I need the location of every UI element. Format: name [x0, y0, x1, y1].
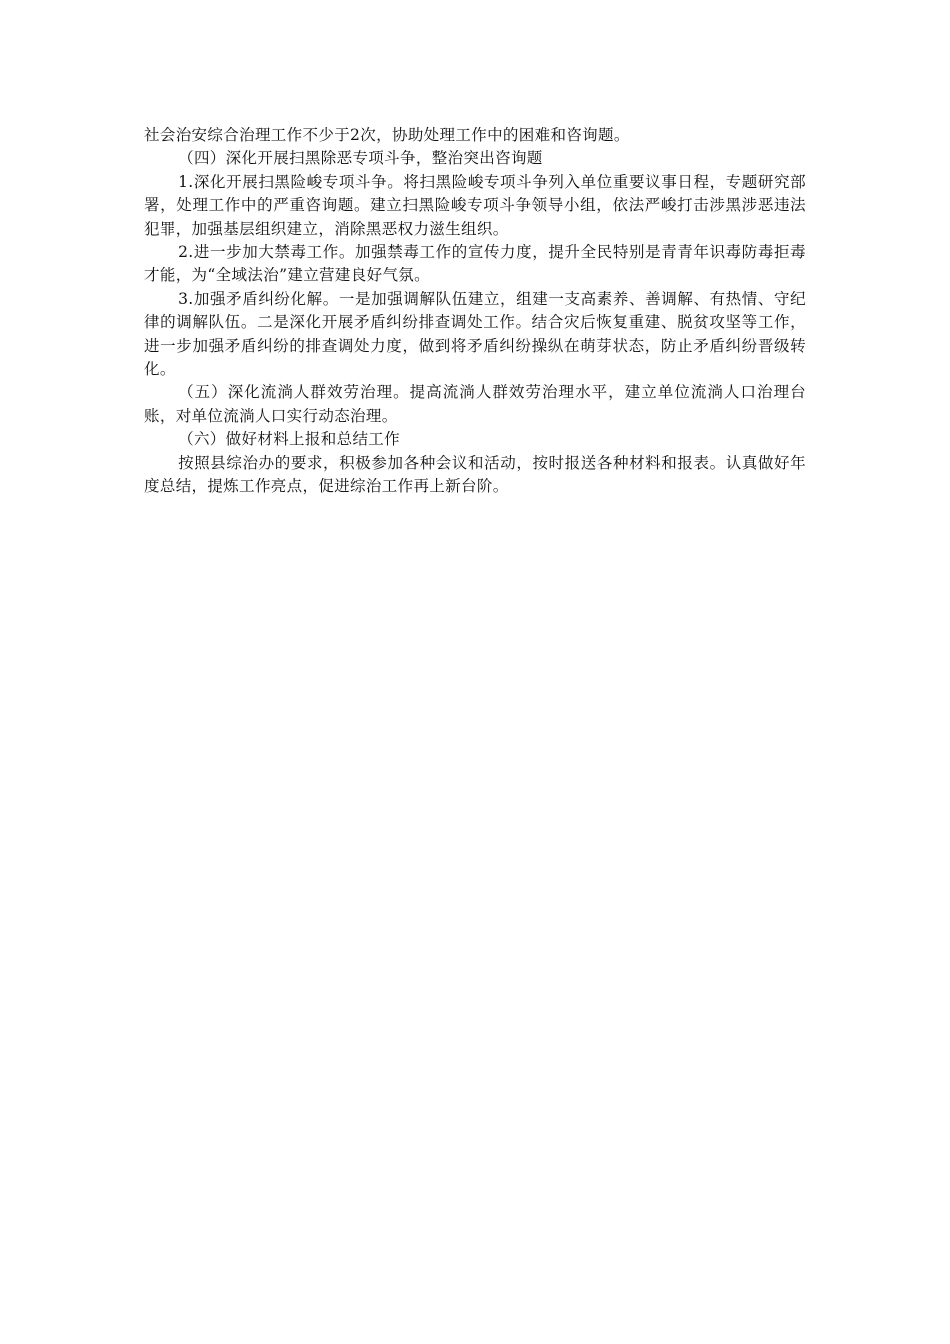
paragraph-item-2: 2.进一步加大禁毒工作。加强禁毒工作的宣传力度，提升全民特别是青青年识毒防毒拒毒才能，为“全域法治”建立营建良好气氛。: [144, 243, 806, 285]
paragraph-item-3: 3.加强矛盾纠纷化解。一是加强调解队伍建立，组建一支高素养、善调解、有热情、守纪律的调解队伍。二是深化开展矛盾纠纷排查调处工作。结合灾后恢复重建、脱贫攻坚等工作，进一步加强矛盾纠纷的排查调处力度，做到将矛盾纠纷操纵在萌芽状态，防止矛盾纠纷晋级转化。: [144, 289, 806, 379]
section-heading-five: （五）深化流淌人群效劳治理。提高流淌人群效劳治理水平，建立单位流淌人口治理台账，对单位流淌人口实行动态治理。: [144, 383, 806, 425]
section-heading-six: （六）做好材料上报和总结工作: [178, 430, 400, 449]
document-body: [144, 124, 806, 499]
paragraph-closing: 按照县综治办的要求，积极参加各种会议和活动，按时报送各种材料和报表。认真做好年度总结，提炼工作亮点，促进综治工作再上新台阶。: [144, 453, 806, 496]
paragraph-continuation: 社会治安综合治理工作不少于2次，协助处理工作中的困难和咨询题。: [144, 126, 630, 144]
paragraph-item-1: 1.深化开展扫黑险峻专项斗争。将扫黑险峻专项斗争列入单位重要议事日程，专题研究部署，处理工作中的严重咨询题。建立扫黑险峻专项斗争领导小组，依法严峻打击涉黑涉恶违法犯罪，加强基层组织建立，消除黑恶权力滋生组织。: [144, 172, 806, 238]
section-heading-four: （四）深化开展扫黑除恶专项斗争，整治突出咨询题: [178, 149, 543, 168]
